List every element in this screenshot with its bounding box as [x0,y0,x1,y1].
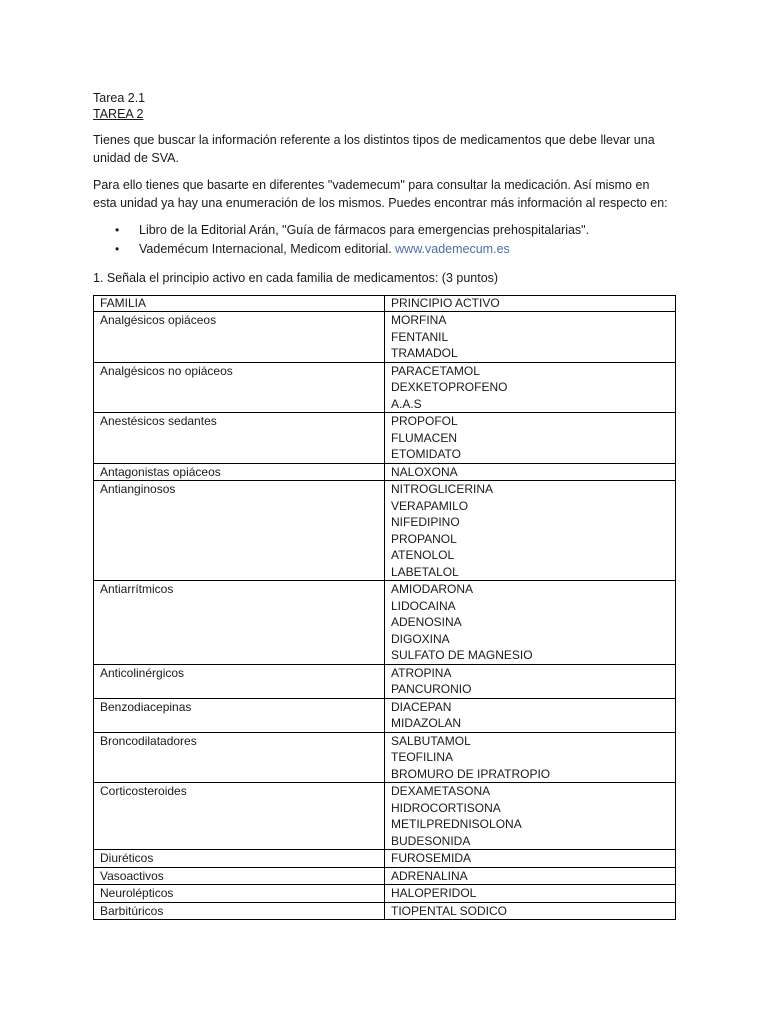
active-ingredient: NIFEDIPINO [391,515,460,529]
active-ingredient: FUROSEMIDA [391,851,472,865]
active-ingredient: SALBUTAMOL [391,733,471,748]
active-ingredient: ADENOSINA [391,615,462,629]
active-ingredients-cell [385,902,676,920]
table-row [94,312,676,363]
active-ingredient: FENTANIL [391,329,449,344]
reference-text: Libro de la Editorial Arán, "Guía de fármacos para emergencias prehospitalarias". [139,223,590,237]
vademecum-link[interactable]: www.vademecum.es [395,242,510,256]
table-row [94,581,676,665]
reference-list [93,221,676,259]
active-ingredients-cell [385,732,676,783]
active-ingredient: DEXKETOPROFENO [391,380,508,394]
active-ingredients-cell [385,885,676,903]
medications-table [93,295,676,920]
document-subtitle: Tarea 2.1 [93,91,146,105]
intro-paragraph: Tienes que buscar la información referente a los distintos tipos de medicamentos que debe llevar una unidad de SVA. [93,133,655,165]
active-ingredient: PROPOFOL [391,414,458,428]
active-ingredient: TRAMADOL [391,346,458,360]
active-ingredient: LABETALOL [391,564,459,579]
table-header-row [94,296,676,312]
active-ingredient: NITROGLICERINA [391,482,494,496]
family-cell: Analgésicos opiáceos [94,312,385,363]
active-ingredient: ADRENALINA [391,868,468,883]
active-ingredients-cell [385,463,676,481]
active-ingredient: HIDROCORTISONA [391,800,501,815]
instructions-paragraph: Para ello tienes que basarte en diferentes "vademecum" para consultar la medicación. Así mismo en esta unidad ya hay una enumeración de los mismos. Puedes encontrar más información al respecto en: [93,178,668,210]
document-page [93,90,676,920]
active-ingredient: TIOPENTAL SODICO [391,903,508,918]
active-ingredients-cell [385,850,676,868]
active-ingredient: AMIODARONA [391,582,474,596]
table-row [94,867,676,885]
table-row [94,783,676,850]
family-cell: Vasoactivos [94,867,385,885]
active-ingredient: ATROPINA [391,665,452,680]
family-cell: Corticosteroides [94,783,385,850]
question-text: 1. Señala el principio activo en cada familia de medicamentos: (3 puntos) [93,271,499,285]
active-ingredient: PARACETAMOL [391,363,480,378]
family-cell: Anticolinérgicos [94,664,385,698]
table-row [94,885,676,903]
active-ingredient: ETOMIDATO [391,447,462,461]
table-row [94,850,676,868]
reference-text: Vademécum Internacional, Medicom editorial. [139,242,396,256]
active-ingredient: PROPANOL [391,531,457,546]
active-ingredient: ATENOLOL [391,548,455,562]
active-ingredients-cell [385,362,676,413]
active-ingredient: BUDESONIDA [391,833,471,848]
family-cell: Anestésicos sedantes [94,413,385,464]
family-cell: Analgésicos no opiáceos [94,362,385,413]
table-row [94,902,676,920]
reference-item [139,240,676,259]
family-cell: Barbitúricos [94,902,385,920]
active-ingredients-cell [385,664,676,698]
active-ingredients-cell [385,698,676,732]
active-ingredient: HALOPERIDOL [391,886,477,900]
active-ingredient: LIDOCAINA [391,598,456,613]
active-ingredients-cell [385,312,676,363]
table-row [94,413,676,464]
table-body [94,312,676,920]
active-ingredients-cell [385,867,676,885]
family-cell: Antiarrítmicos [94,581,385,665]
active-ingredient: MORFINA [391,313,447,327]
active-ingredient: TEOFILINA [391,750,454,764]
column-header-active: PRINCIPIO ACTIVO [385,296,676,312]
active-ingredient: DIACEPAN [391,699,452,714]
document-title: TAREA 2 [93,107,144,121]
table-row [94,664,676,698]
family-cell: Neurolépticos [94,885,385,903]
table-row [94,698,676,732]
reference-item [139,221,676,240]
active-ingredient: PANCURONIO [391,682,472,696]
family-cell: Broncodilatadores [94,732,385,783]
active-ingredients-cell [385,481,676,581]
active-ingredient: A.A.S [391,396,422,411]
active-ingredients-cell [385,783,676,850]
active-ingredients-cell [385,413,676,464]
table-row [94,481,676,581]
active-ingredient: METILPREDNISOLONA [391,817,522,831]
table-row [94,362,676,413]
table-row [94,732,676,783]
table-row [94,463,676,481]
family-cell: Benzodiacepinas [94,698,385,732]
column-header-family: FAMILIA [94,296,385,312]
active-ingredient: DIGOXINA [391,631,450,646]
active-ingredient: DEXAMETASONA [391,784,491,798]
family-cell: Antagonistas opiáceos [94,463,385,481]
active-ingredient: MIDAZOLAN [391,716,462,730]
active-ingredient: SULFATO DE MAGNESIO [391,648,533,662]
active-ingredient: FLUMACEN [391,430,458,445]
active-ingredient: BROMURO DE IPRATROPIO [391,766,551,781]
family-cell: Antianginosos [94,481,385,581]
active-ingredients-cell [385,581,676,665]
active-ingredient: VERAPAMILO [391,498,469,513]
family-cell: Diuréticos [94,850,385,868]
active-ingredient: NALOXONA [391,464,458,479]
